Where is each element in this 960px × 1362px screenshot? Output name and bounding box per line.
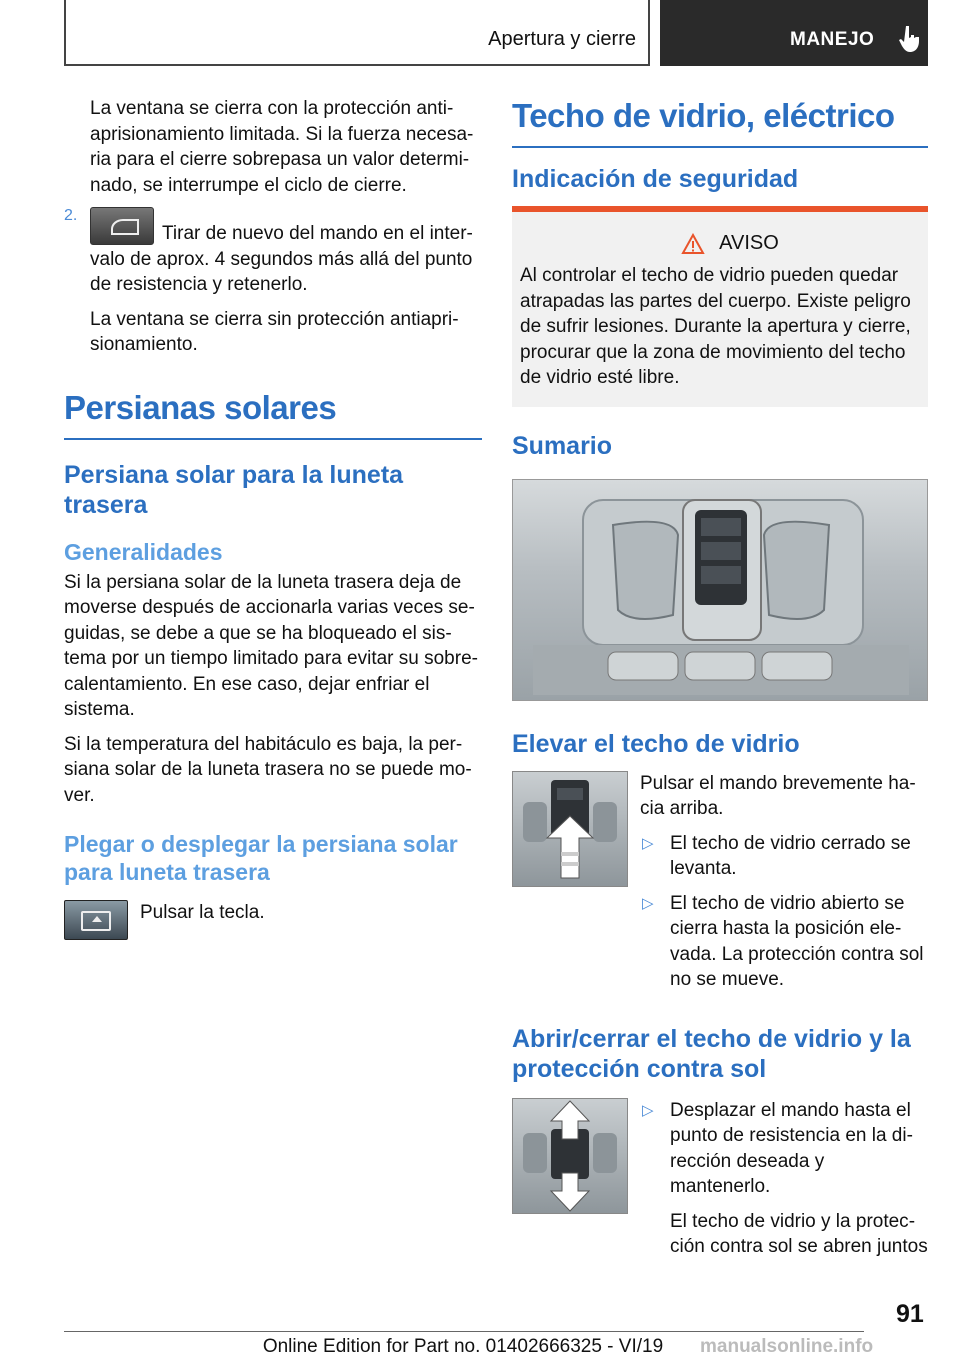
raise-instruction: Pulsar el mando brevemente hacia arriba. xyxy=(640,772,916,819)
header-section-frame xyxy=(64,0,650,66)
heading-rear-sunblind: Persiana solar para la luneta trasera xyxy=(64,460,404,519)
open-close-switch-photo xyxy=(512,1098,628,1214)
step-2 xyxy=(64,207,482,358)
triangle-bullet-icon: ▷ xyxy=(642,834,654,852)
hand-pointer-icon xyxy=(898,24,924,54)
open-close-note: El techo de vidrio y la protección contra sol se abren juntos xyxy=(670,1210,928,1257)
header-chapter-title: MANEJO xyxy=(790,29,875,50)
step-2-number: 2. xyxy=(64,207,78,224)
window-switch-icon xyxy=(90,207,154,245)
fold-instruction xyxy=(64,900,482,940)
heading-raise-roof: Elevar el techo de vidrio xyxy=(512,729,800,758)
sunblind-button-icon xyxy=(64,900,128,940)
warning-text: Al controlar el techo de vidrio pueden quedar atrapadas las partes del cuerpo. Existe peligro de sufrir lesiones. Durante la apertura y cierre, procurar que la zona de movimiento del techo de vidrio esté libre. xyxy=(520,265,911,388)
warning-title-text: AVISO xyxy=(719,232,779,254)
heading-glass-roof: Techo de vidrio, eléctrico xyxy=(512,96,928,148)
triangle-bullet-icon: ▷ xyxy=(642,894,654,912)
heading-fold-sunblind: Plegar o desplegar la persiana solar para luneta trasera xyxy=(64,831,458,885)
heading-summary: Sumario xyxy=(512,431,613,460)
open-close-section xyxy=(512,1098,928,1269)
intro-paragraph: La ventana se cierra con la protección antiaprisionamiento limitada. Si la fuerza necesaria para el cierre sobrepasa un valor determinado, se interrumpe el ciclo de cierre. xyxy=(90,98,474,196)
footer-watermark: manualsonline.info xyxy=(700,1336,874,1357)
heading-open-close: Abrir/cerrar el techo de vidrio y la protección contra sol xyxy=(512,1024,911,1083)
footer-rule xyxy=(64,1331,864,1332)
heading-general: Generalidades xyxy=(64,538,223,565)
page-number: 91 xyxy=(896,1300,924,1328)
open-close-bullet-1: ▷ Desplazar el mando hasta el punto de resistencia en la dirección deseada y mantenerlo. El techo de vidrio y la protección contra sol se abren juntos xyxy=(640,1098,928,1260)
heading-sunblinds: Persianas solares xyxy=(64,388,482,440)
header-section-title: Apertura y cierre xyxy=(488,28,636,50)
overhead-console-photo xyxy=(512,479,928,701)
footer-edition: Online Edition for Part no. 01402666325 - VI/19 xyxy=(262,1336,664,1357)
warning-title xyxy=(520,232,920,255)
general-paragraph-2: Si la temperatura del habitáculo es baja, la persiana solar de la luneta trasera no se puede mover. xyxy=(64,733,472,806)
general-paragraph-1: Si la persiana solar de la luneta trasera deja de moverse después de accionarla varias veces seguidas, se debe a que se ha bloqueado el sistema por un tiempo limitado para evitar su sobrecalentamiento. En ese caso, dejar enfriar el sistema. xyxy=(64,571,478,720)
header-chapter-tab xyxy=(660,0,928,66)
right-column xyxy=(512,96,928,1285)
step-2-text: Tirar de nuevo del mando en el intervalo de aprox. 4 segundos más allá del punto de resistencia y retenerlo. xyxy=(90,223,473,295)
triangle-bullet-icon: ▷ xyxy=(642,1101,654,1119)
step-2-note: La ventana se cierra sin protección antiaprisionamiento. xyxy=(90,308,459,355)
raise-bullet-2: ▷ El techo de vidrio abierto se cierra hasta la posición elevada. La protección contra sol no se mueve. xyxy=(642,892,924,990)
heading-safety: Indicación de seguridad xyxy=(512,165,799,193)
warning-triangle-icon xyxy=(681,233,705,255)
warning-box xyxy=(512,212,928,407)
raise-bullet-1: ▷ El techo de vidrio cerrado se levanta. xyxy=(642,832,911,879)
fold-instruction-text: Pulsar la tecla. xyxy=(140,902,265,923)
raise-roof-section xyxy=(512,771,928,1002)
left-column xyxy=(64,96,482,940)
raise-switch-photo xyxy=(512,771,628,887)
